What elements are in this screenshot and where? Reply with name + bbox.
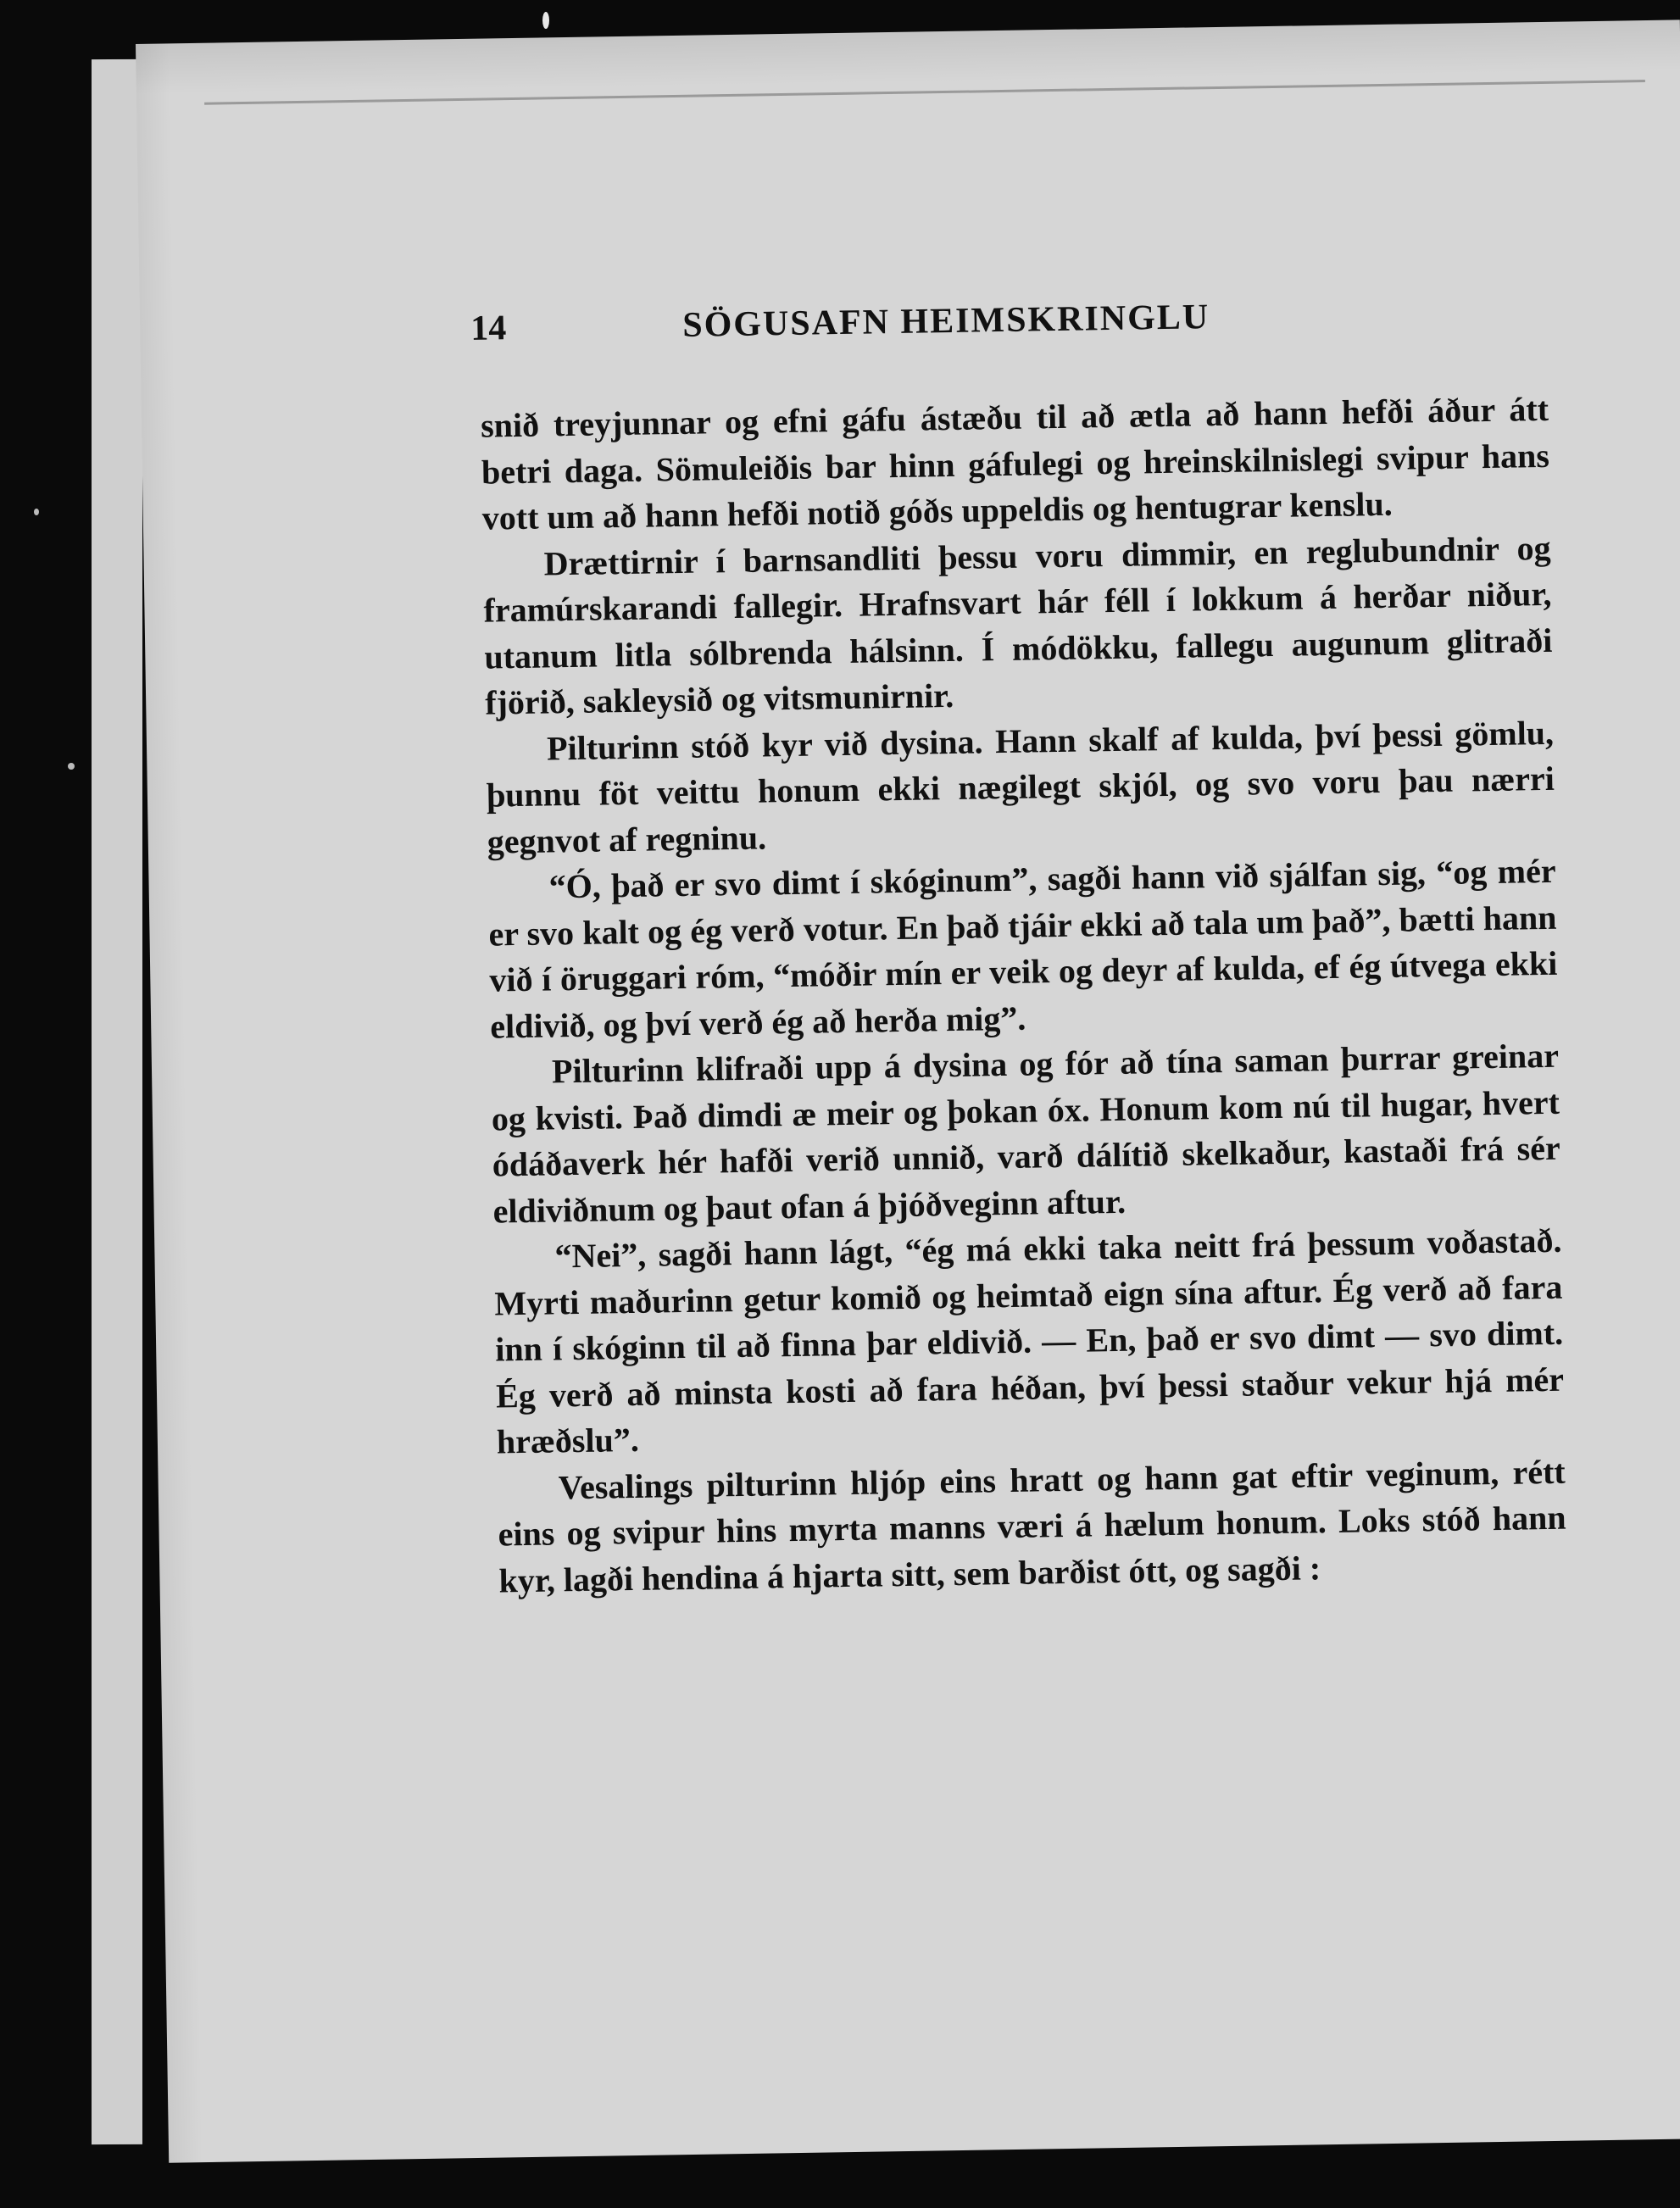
paragraph: Pilturinn klifraði upp á dysina og fór að tína saman þurrar greinar og kvisti. Það dimdi æ meir og þokan óx. Honum kom nú til hugar, hvert ódáðaverk hér hafði verið unnið, varð dálítið skelkaður, kastaði frá sér eldiviðnum og þaut ofan á þjóðveginn aftur.: [491, 1036, 1561, 1231]
book-page: [136, 19, 1680, 2162]
scan-speck: [542, 12, 549, 29]
paragraph: “Ó, það er svo dimt í skóginum”, sagði hann við sjálfan sig, “og mér er svo kalt og ég verð votur. En það tjáir ekki að tala um það”, bætti hann við í öruggari róm, “móðir mín er veik og deyr af kulda, ef ég útvega ekki eldivið, og því verð ég að herða mig”.: [488, 851, 1558, 1046]
page-top-rule: [204, 80, 1645, 105]
paragraph: snið treyjunnar og efni gáfu ástæðu til að ætla að hann hefði áður átt betri daga. Sömuleiðis bar hinn gáfulegi og hreinskilnislegi svipur hans vott um að hann hefði notið góðs uppeldis og hentugrar kenslu.: [480, 389, 1550, 537]
scan-speck: [68, 763, 75, 770]
page-edge-strip: [92, 59, 142, 2144]
paragraph: Pilturinn stóð kyr við dysina. Hann skalf af kulda, því þessi gömlu, þunnu föt veittu honum ekki nægilegt skjól, og svo voru þau nærri gegnvot af regninu.: [486, 713, 1555, 861]
scan-speck: [34, 509, 39, 515]
paragraph: Vesalings pilturinn hljóp eins hratt og hann gat eftir veginum, rétt eins og svipur hins myrta manns væri á hælum honum. Loks stóð hann kyr, lagði hendina á hjarta sitt, sem barðist ótt, og sagði :: [498, 1452, 1566, 1599]
page-header: [470, 291, 1573, 359]
running-title: SÖGUSAFN HEIMSKRINGLU: [681, 298, 1210, 345]
body-text: [481, 387, 1567, 1605]
paragraph: “Nei”, sagði hann lágt, “ég má ekki taka neitt frá þessum voðastað. Myrti maðurinn getur komið og heimtað eign sína aftur. Ég verð að fara inn í skóginn til að finna þar eldivið. — En, það er svo dimt — svo dimt. Ég verð að minsta kosti að fara héðan, því þessi staður vekur hjá mér hræðslu”.: [494, 1221, 1565, 1461]
page-number: 14: [470, 309, 507, 348]
paragraph: Drættirnir í barnsandliti þessu voru dimmir, en reglubundnir og framúrskarandi fallegir. Hrafnsvart hár féll í lokkum á herðar niður, utanum litla sólbrenda hálsinn. Í módökku, fallegu augunum glitraði fjörið, sakleysið og vitsmunirnir.: [483, 528, 1553, 722]
